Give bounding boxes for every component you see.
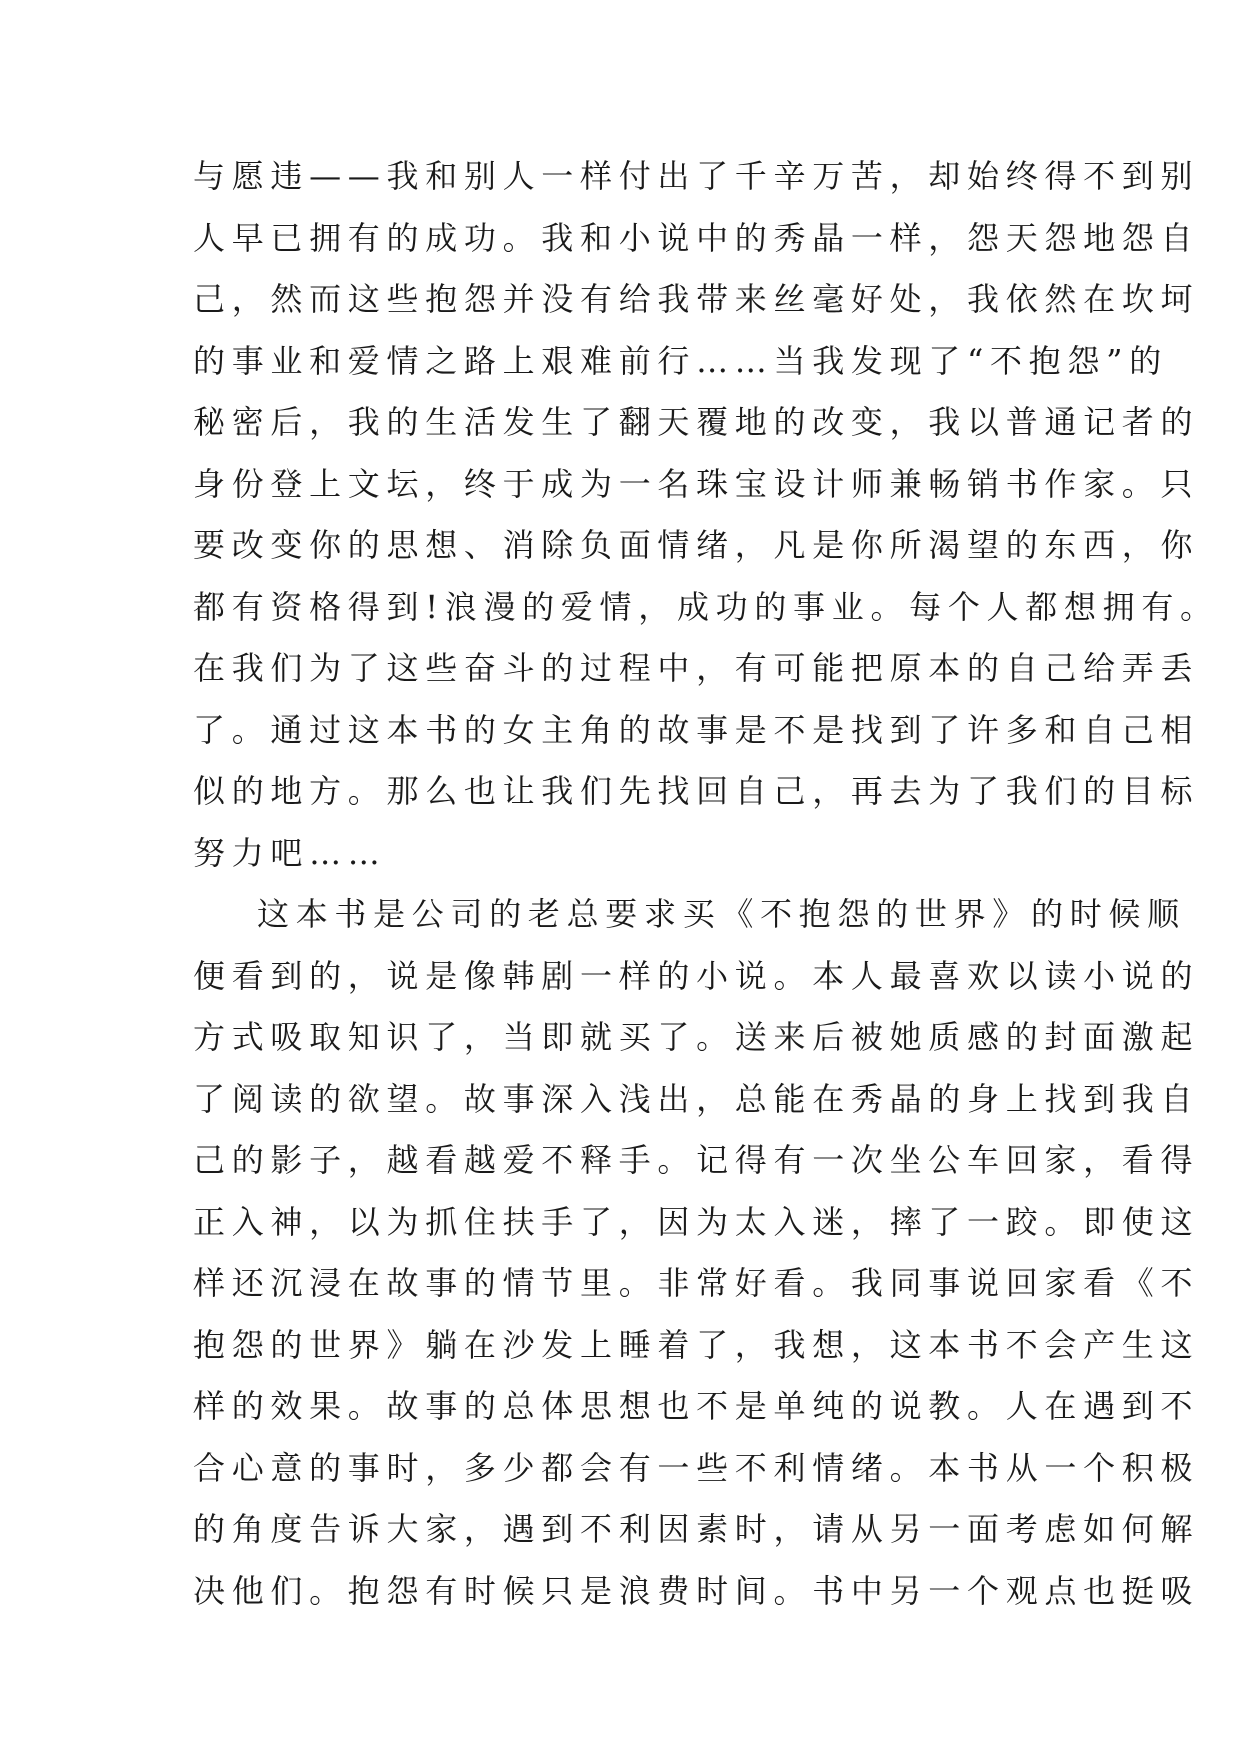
text-line: 正入神，以为抓住扶手了，因为太入迷，摔了一跤。即使这: [193, 1202, 1200, 1241]
text-line: 要改变你的思想、消除负面情绪，凡是你所渴望的东西，你: [193, 526, 1200, 564]
text-line: 努力吧……: [193, 833, 387, 872]
text-line: 秘密后，我的生活发生了翻天覆地的改变，我以普通记者的: [193, 403, 1200, 441]
text-line: 抱怨的世界》躺在沙发上睡着了，我想，这本书不会产生这: [193, 1325, 1200, 1364]
text-line: 似的地方。那么也让我们先找回自己，再去为了我们的目标: [193, 772, 1200, 810]
text-line: 样还沉浸在故事的情节里。非常好看。我同事说回家看《不: [193, 1264, 1200, 1302]
text-line: 身份登上文坛，终于成为一名珠宝设计师兼畅销书作家。只: [193, 464, 1200, 503]
text-line: 方式吸取知识了，当即就买了。送来后被她质感的封面激起: [193, 1018, 1200, 1056]
text-line: 的角度告诉大家，遇到不利因素时，请从另一面考虑如何解: [193, 1510, 1200, 1548]
text-line: 样的效果。故事的总体思想也不是单纯的说教。人在遇到不: [193, 1387, 1200, 1425]
text-line: 与愿违——我和别人一样付出了千辛万苦，却始终得不到别: [193, 157, 1200, 195]
text-line: 了阅读的欲望。故事深入浅出，总能在秀晶的身上找到我自: [193, 1079, 1200, 1118]
text-line: 的事业和爱情之路上艰难前行……当我发现了“不抱怨”的: [193, 341, 1168, 380]
text-line: 在我们为了这些奋斗的过程中，有可能把原本的自己给弄丢: [193, 649, 1200, 687]
text-line: 这本书是公司的老总要求买《不抱怨的世界》的时候顺: [257, 895, 1186, 933]
paragraph-1: [193, 146, 1219, 884]
text-line: 决他们。抱怨有时候只是浪费时间。书中另一个观点也挺吸: [193, 1571, 1200, 1610]
text-line: 了。通过这本书的女主角的故事是不是找到了许多和自己相: [193, 710, 1200, 749]
body-text: [193, 146, 1219, 1622]
text-line: 合心意的事时，多少都会有一些不利情绪。本书从一个积极: [193, 1448, 1200, 1487]
text-line: 人早已拥有的成功。我和小说中的秀晶一样，怨天怨地怨自: [193, 218, 1200, 257]
paragraph-2: [193, 884, 1200, 1622]
text-line: 都有资格得到!浪漫的爱情，成功的事业。每个人都想拥有。: [193, 587, 1219, 626]
text-line: 己的影子，越看越爱不释手。记得有一次坐公车回家，看得: [193, 1141, 1200, 1179]
text-line: 便看到的，说是像韩剧一样的小说。本人最喜欢以读小说的: [193, 956, 1200, 995]
text-line: 己，然而这些抱怨并没有给我带来丝毫好处，我依然在坎坷: [193, 280, 1200, 318]
